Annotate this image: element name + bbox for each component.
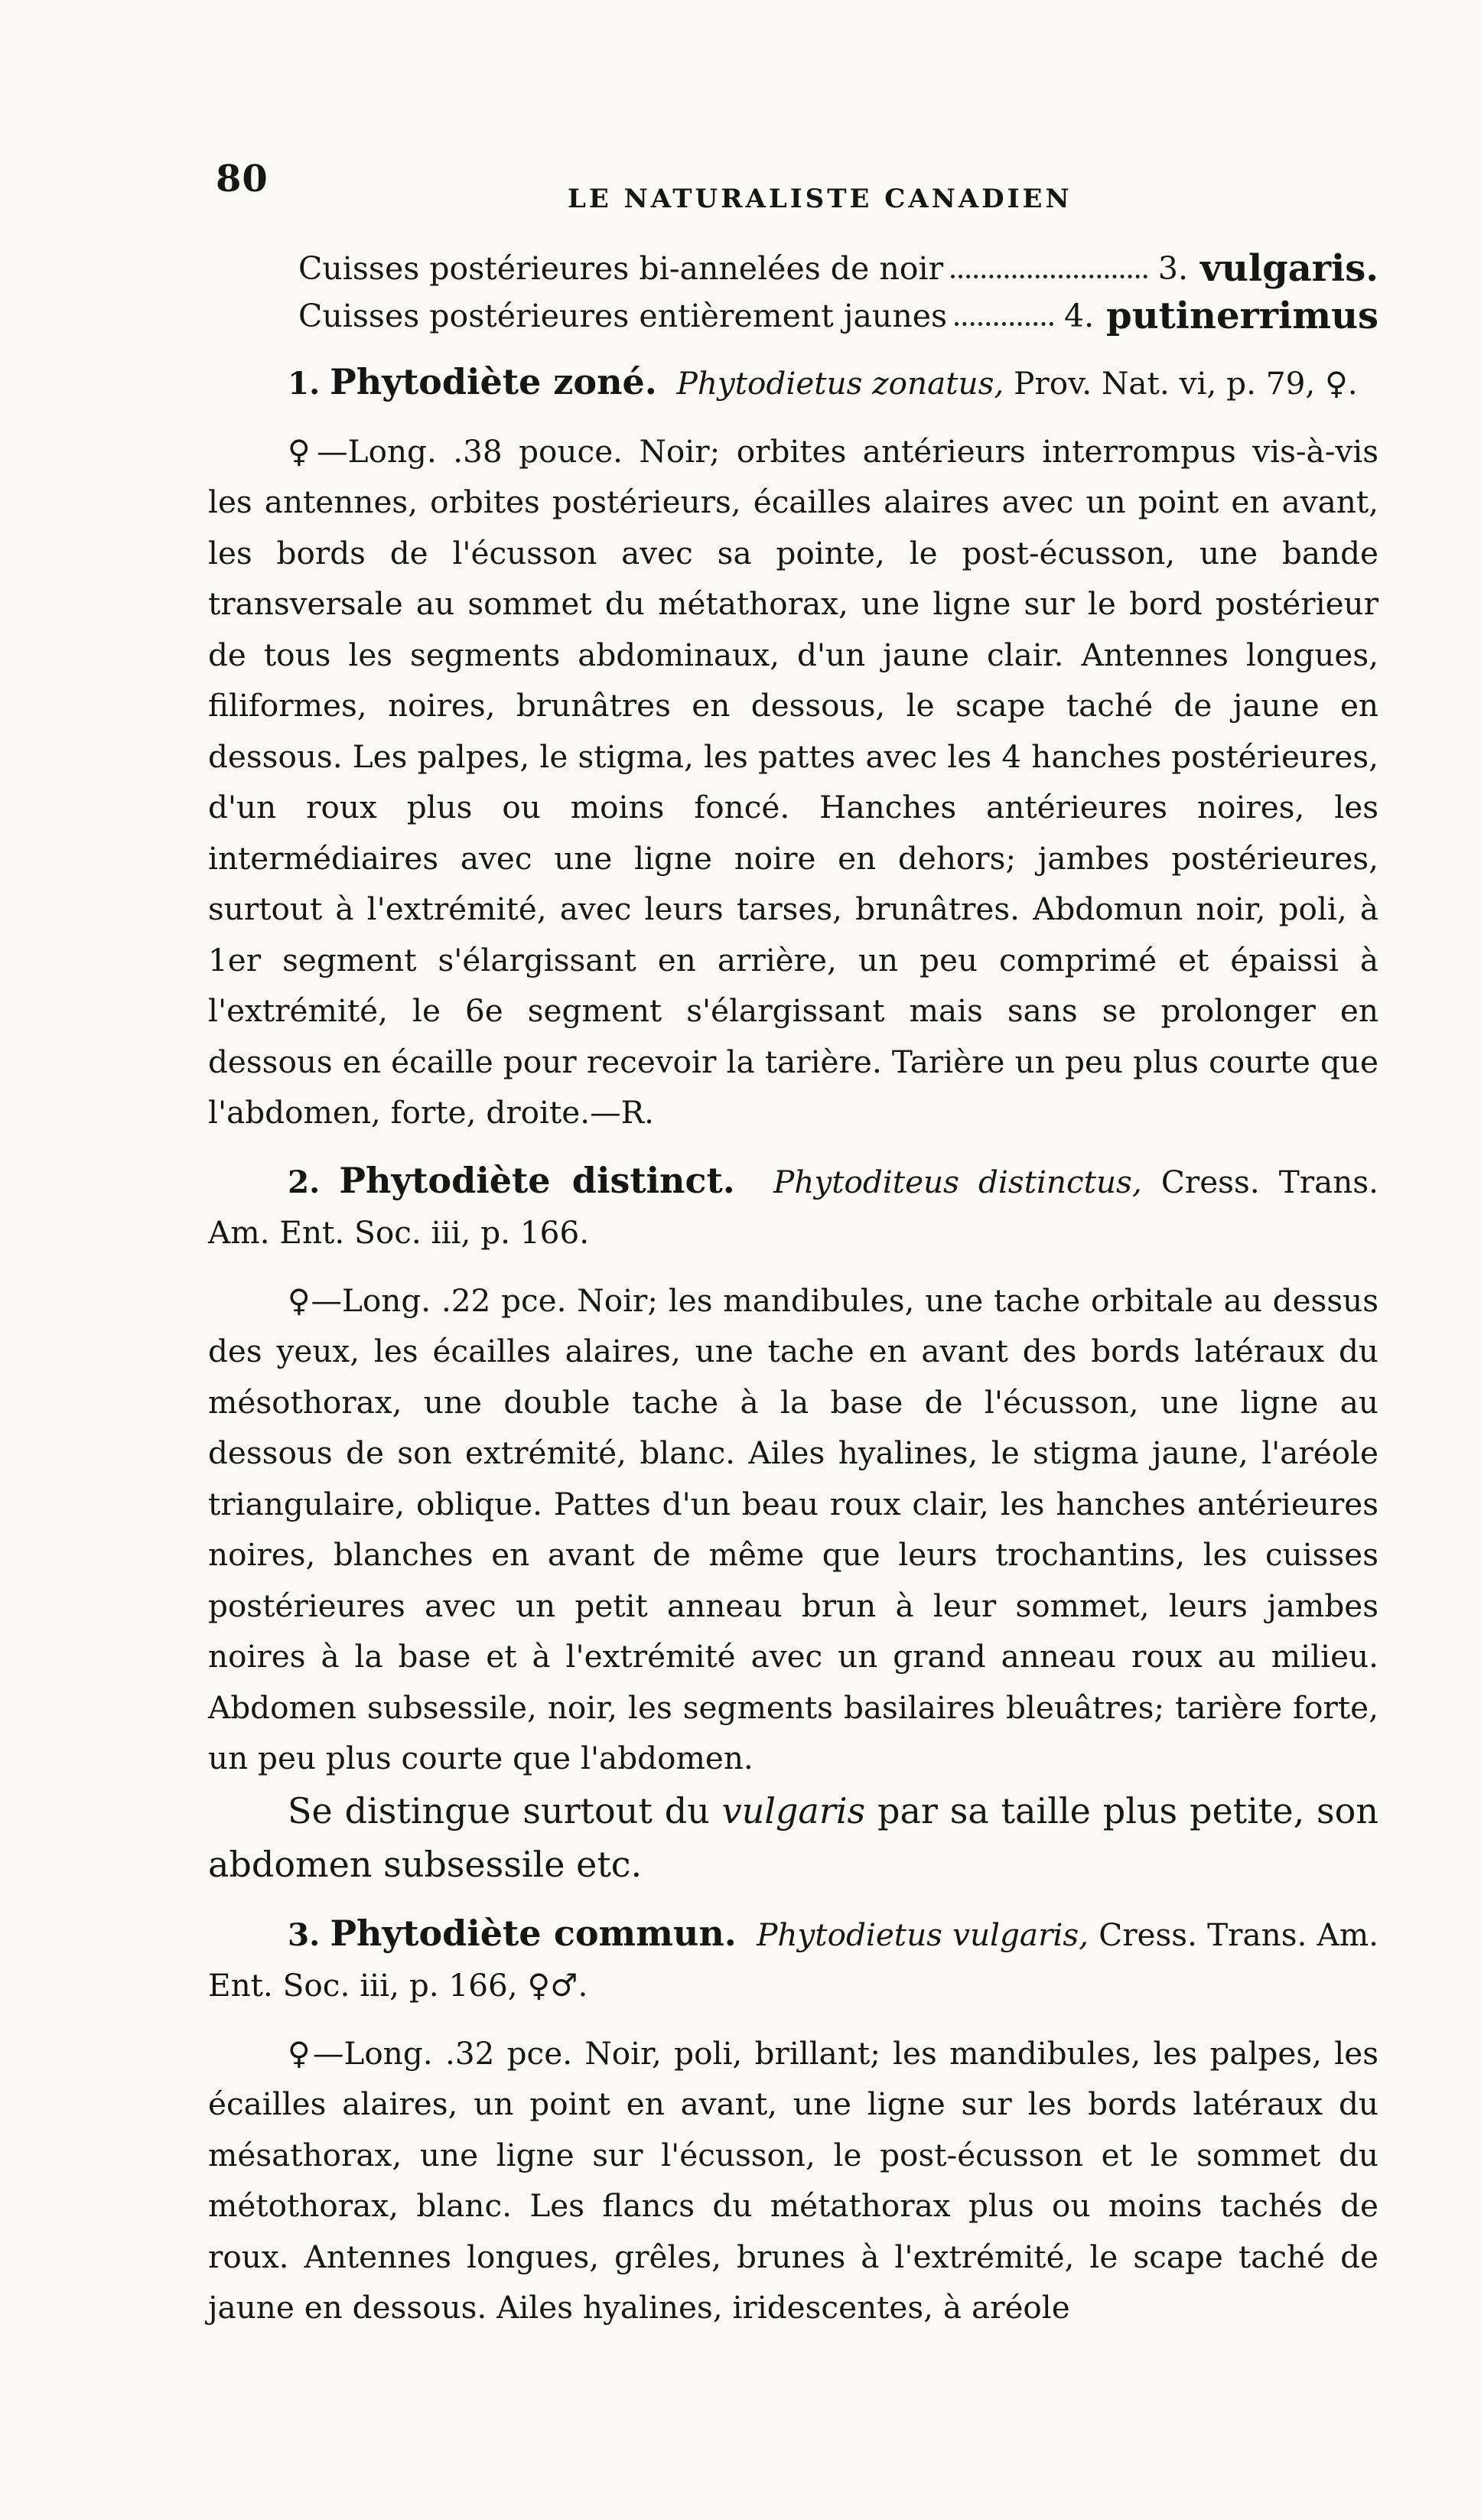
species-number: 2. bbox=[288, 1163, 321, 1200]
species-description: ♀—Long. .38 pouce. Noir; orbites antérieurs interrompus vis-à-vis les antennes, orbites postérieurs, écailles alaires avec un point en avant, les bords de l'écusson avec sa pointe, le post-écusson, une bande transversale au sommet du métathorax, une ligne sur le bord postérieur de tous les segments abdominaux, d'un jaune clair. Antennes longues, filiformes, noires, brunâtres en dessous, le scape taché de jaune en dessous. Les palpes, le stigma, les pattes avec les 4 hanches postérieures, d'un roux plus ou moins foncé. Hanches antérieures noires, les intermédiaires avec une ligne noire en dehors; jambes postérieures, surtout à l'extrémité, avec leurs tarses, brunâtres. Abdomun noir, poli, à 1er segment s'élargissant en arrière, un peu comprimé et épaissi à l'extrémité, le 6e segment s'élargissant mais sans se prolonger en dessous en écaille pour recevoir la tarière. Tarière un peu plus courte que l'abdomen, forte, droite.—R. bbox=[208, 432, 1378, 1131]
scientific-name: Phytodietus zonatus, bbox=[676, 365, 1004, 402]
key-entry bbox=[208, 292, 1378, 340]
leader-dots bbox=[955, 292, 1053, 326]
remark-scientific-name: vulgaris bbox=[721, 1789, 866, 1831]
species-heading bbox=[208, 1908, 1378, 2011]
scientific-name: Phytoditeus distinctus, bbox=[773, 1163, 1142, 1200]
key-species-name: putinerrimus bbox=[1106, 295, 1378, 337]
running-title: LE NATURALISTE CANADIEN bbox=[568, 184, 1073, 214]
leader-dots bbox=[951, 245, 1147, 278]
species-remark bbox=[208, 1784, 1378, 1891]
key-number: 4. bbox=[1064, 298, 1095, 334]
reference: Prov. Nat. vi, p. 79, ♀. bbox=[1014, 365, 1358, 402]
species-heading bbox=[208, 357, 1378, 409]
species-description: ♀—Long. .32 pce. Noir, poli, brillant; les mandibules, les palpes, les écailles alaires, un point en avant, une ligne sur les bords latéraux du mésathorax, une ligne sur l'écusson, le post-écusson et le sommet du métothorax, blanc. Les flancs du métathorax plus ou moins tachés de roux. Antennes longues, grêles, brunes à l'extrémité, le scape taché de jaune en dessous. Ailes hyalines, iridescentes, à aréole bbox=[208, 2034, 1378, 2326]
species-number: 3. bbox=[288, 1916, 321, 1953]
key-species-name: vulgaris. bbox=[1200, 247, 1378, 290]
reference: Cress. Trans. Am. Ent. Soc. iii, p. 166, ♀♂. bbox=[208, 1916, 1379, 2004]
reference: Cress. Trans. Am. Ent. Soc. iii, p. 166. bbox=[208, 1163, 1379, 1251]
species-name: Phytodiète zoné. bbox=[330, 361, 657, 402]
key-entry bbox=[208, 245, 1378, 292]
key-number: 3. bbox=[1157, 250, 1189, 287]
key-text: Cuisses postérieures entièrement jaunes bbox=[298, 298, 948, 334]
species-name: Phytodiète distinct. bbox=[339, 1159, 735, 1201]
scientific-name: Phytodietus vulgaris, bbox=[757, 1916, 1089, 1953]
page-body bbox=[208, 245, 1378, 2333]
species-number: 1. bbox=[288, 365, 321, 402]
page-number: 80 bbox=[216, 158, 269, 200]
remark-text: par sa taille plus petite, son abdomen subsessile etc. bbox=[208, 1789, 1378, 1885]
species-description: ♀—Long. .22 pce. Noir; les mandibules, une tache orbitale au dessus des yeux, les écailles alaires, une tache en avant des bords latéraux du mésothorax, une double tache à la base de l'écusson, une ligne au dessous de son extrémité, blanc. Ailes hyalines, le stigma jaune, l'aréole triangulaire, oblique. Pattes d'un beau roux clair, les hanches antérieures noires, blanches en avant de même que leurs trochantins, les cuisses postérieures avec un petit anneau brun à leur sommet, leurs jambes noires à la base et à l'extrémité avec un grand anneau roux au milieu. Abdomen subsessile, noir, les segments basilaires bleuâtres; tarière forte, un peu plus courte que l'abdomen. bbox=[208, 1281, 1378, 1776]
species-heading bbox=[208, 1155, 1378, 1258]
remark-text: Se distingue surtout du bbox=[288, 1789, 710, 1831]
species-name: Phytodiète commun. bbox=[330, 1912, 737, 1954]
key-text: Cuisses postérieures bi-annelées de noir bbox=[298, 250, 944, 287]
